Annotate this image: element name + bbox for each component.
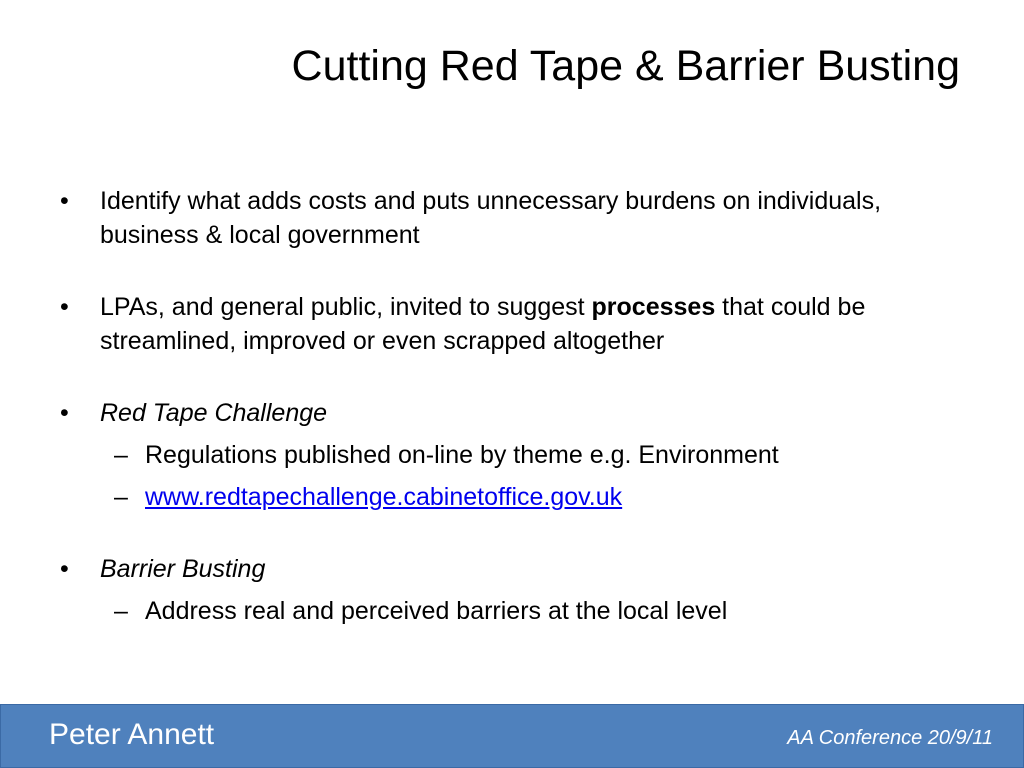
bullet-item	[56, 552, 946, 586]
bullet-item	[56, 184, 946, 252]
bullet-text-start: LPAs, and general public, invited to suggest	[100, 293, 592, 321]
bullet-mark: •	[60, 555, 69, 583]
bullet-heading-red-tape-challenge: Red Tape Challenge	[100, 399, 328, 427]
bullet-text-end: that could be streamlined, improved or even scrapped altogether	[100, 293, 866, 355]
event-label: AA Conference 20/9/11	[787, 727, 993, 749]
presenter-name: Peter Annett	[49, 718, 215, 751]
sub-bullet-item	[56, 480, 946, 514]
bullet-text: Identify what adds costs and puts unnecessary burdens on individuals, business & local government	[100, 187, 882, 249]
footer-bar	[0, 704, 1024, 768]
bullet-heading-barrier-busting: Barrier Busting	[100, 555, 266, 583]
bullet-item	[56, 290, 946, 358]
bullet-text-bold: processes	[591, 293, 716, 321]
slide-title: Cutting Red Tape & Barrier Busting	[291, 42, 960, 90]
dash-mark: –	[114, 483, 128, 511]
bullet-mark: •	[60, 293, 69, 321]
bullet-mark: •	[60, 399, 69, 427]
sub-bullet-text: Regulations published on-line by theme e.g. Environment	[145, 441, 779, 469]
slide-content	[56, 184, 946, 628]
dash-mark: –	[114, 597, 128, 625]
red-tape-challenge-link[interactable]: www.redtapechallenge.cabinetoffice.gov.uk	[145, 483, 623, 511]
sub-bullet-item	[56, 438, 946, 472]
bullet-mark: •	[60, 187, 69, 215]
bullet-item	[56, 396, 946, 430]
sub-bullet-item	[56, 594, 946, 628]
sub-bullet-text: Address real and perceived barriers at the local level	[145, 597, 728, 625]
dash-mark: –	[114, 441, 128, 469]
